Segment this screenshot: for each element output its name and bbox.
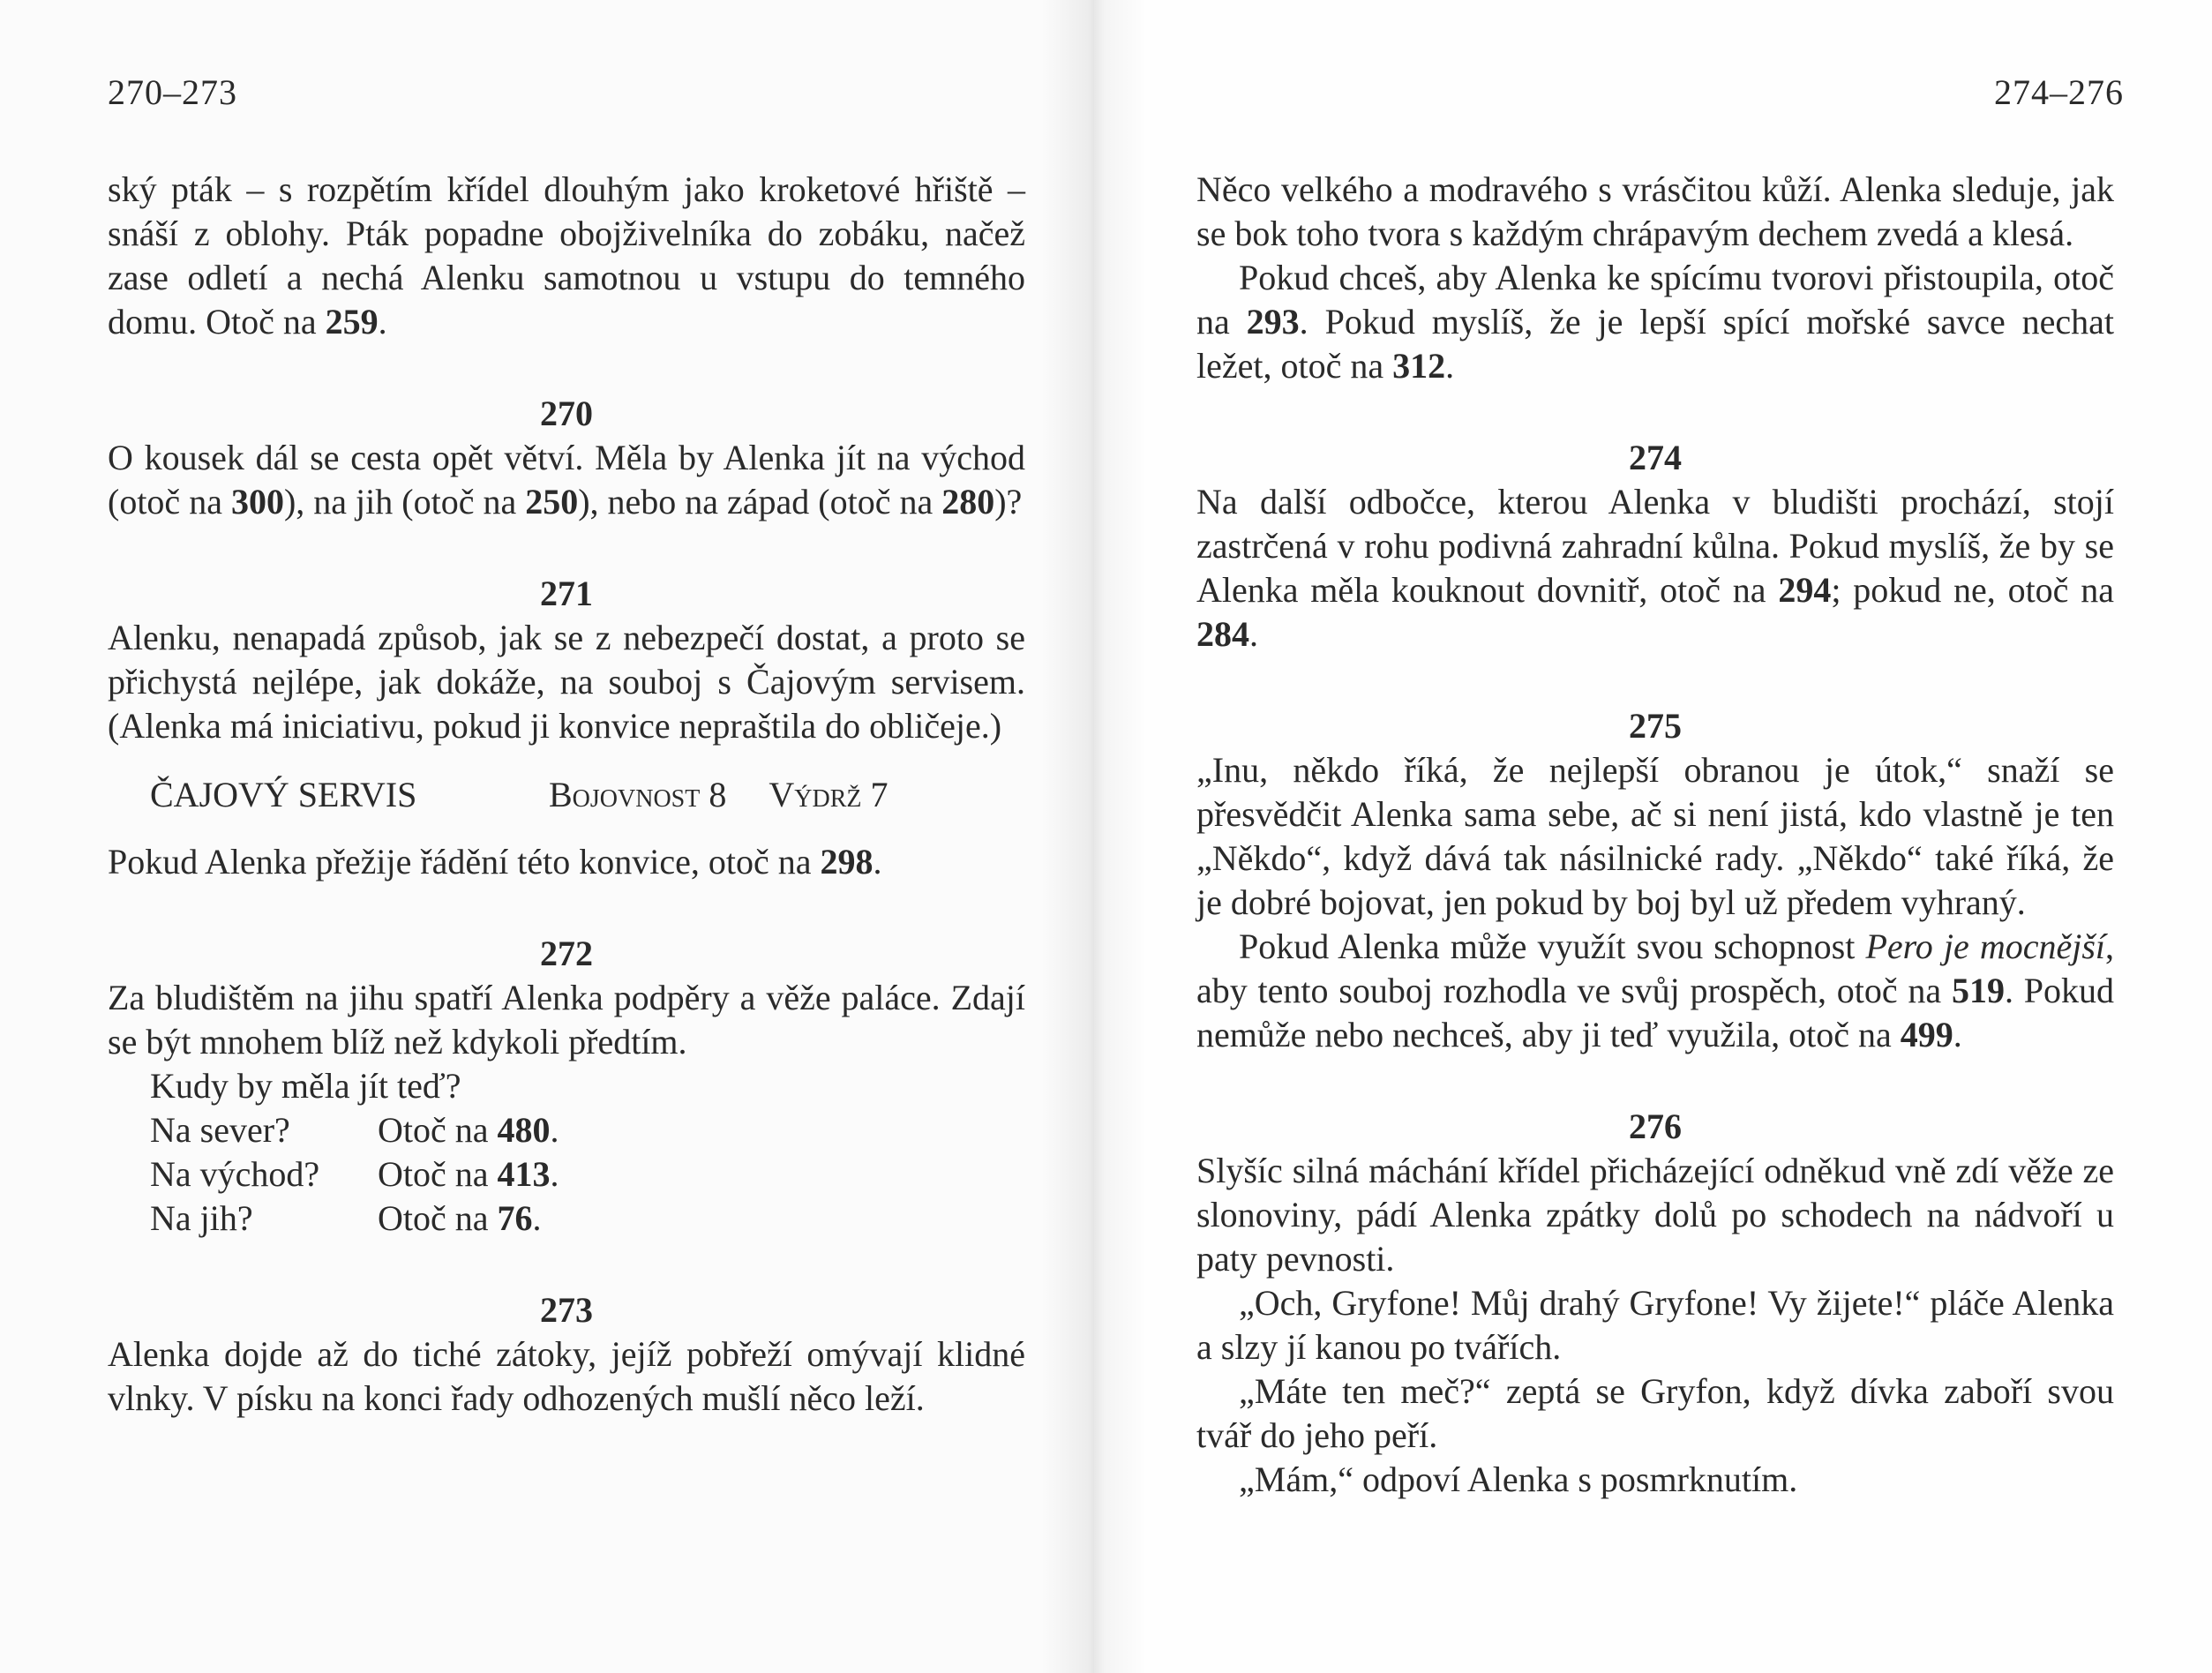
- left-page-content: [108, 168, 1025, 1421]
- section-reference: 480: [497, 1110, 551, 1150]
- section-number-270: 270: [540, 394, 593, 433]
- book-gutter: [1041, 0, 1147, 1673]
- ability-name: Pero je mocnější: [1865, 927, 2105, 966]
- choice-north: Na sever? Otoč na 480.: [150, 1110, 559, 1150]
- section-reference: 259: [325, 302, 379, 341]
- attack-value: 8: [709, 775, 727, 814]
- section-275-choice: Pokud Alenka může využít svou schopnost Pero je mocnější, aby tento souboj rozhodla ve svůj prospěch, otoč na 519. Pokud nemůže nebo nechceš, aby ji teď využila, otoč na 499.: [1196, 927, 2114, 1054]
- section-273-text: Alenka dojde až do tiché zátoky, jejíž pobřeží omývají klidné vlnky. V písku na konci řady odhozených mušlí něco leží.: [108, 1334, 1025, 1418]
- section-reference: 76: [497, 1198, 533, 1238]
- continuation-choice: Pokud chceš, aby Alenka ke spícímu tvorovi přistoupila, otoč na 293. Pokud myslíš, že je lepší spící mořské savce nechat ležet, otoč na 312.: [1196, 258, 2114, 386]
- continuation-paragraph: ský pták – s rozpětím křídel dlouhým jako kroketové hřiště – snáší z oblohy. Pták popadne obojživelníka do zobáku, načež zase odletí a nechá Alenku samotnou u vstupu do temného domu. Otoč na 259.: [108, 169, 1025, 341]
- enemy-name: ČAJOVÝ SERVIS: [150, 775, 417, 814]
- section-276-dialogue-3: „Mám,“ odpoví Alenka s posmrknutím.: [1239, 1459, 1798, 1499]
- section-271-text: Alenku, nenapadá způsob, jak se z nebezpečí dostat, a proto se přichystá nejlépe, jak dokáže, na souboj s Čajovým servisem. (Alenka má iniciativu, pokud ji konvice nepraštila do obličeje.): [108, 618, 1025, 746]
- section-reference: 293: [1246, 302, 1300, 341]
- section-number-276: 276: [1629, 1107, 1682, 1146]
- endurance-label: Výdrž: [769, 775, 862, 814]
- attack-label: Bojovnost: [549, 775, 701, 814]
- section-number-275: 275: [1629, 706, 1682, 746]
- section-reference: 300: [230, 482, 284, 521]
- section-276-dialogue-2: „Máte ten meč?“ zeptá se Gryfon, když dívka zaboří svou tvář do jeho peří.: [1196, 1371, 2114, 1455]
- section-reference: 413: [497, 1154, 551, 1194]
- section-reference: 298: [820, 842, 874, 882]
- section-number-274: 274: [1629, 438, 1682, 477]
- section-number-273: 273: [540, 1290, 593, 1330]
- section-reference: 519: [1951, 971, 2005, 1010]
- left-page: [0, 0, 1094, 1673]
- section-271-after: Pokud Alenka přežije řádění této konvice, otoč na 298.: [108, 842, 882, 882]
- section-276-text: Slyšíc silná máchání křídel přicházející odněkud vně zdí věže ze slonoviny, pádí Alenka zpátky dolů po schodech na nádvoří u paty pevnosti.: [1196, 1151, 2114, 1279]
- section-reference: 312: [1392, 346, 1446, 386]
- choices-question: Kudy by měla jít teď?: [150, 1066, 461, 1106]
- section-274-text: Na další odbočce, kterou Alenka v bludišti prochází, stojí zastrčená v rohu podivná zahradní kůlna. Pokud myslíš, že by se Alenka měla kouknout dovnitř, otoč na 294; pokud ne, otoč na 284.: [1196, 482, 2114, 654]
- section-276-dialogue-1: „Och, Gryfone! Můj drahý Gryfone! Vy žijete!“ pláče Alenka a slzy jí kanou po tvářích.: [1196, 1283, 2114, 1367]
- choice-east: Na východ? Otoč na 413.: [150, 1154, 559, 1194]
- choice-south: Na jih? Otoč na 76.: [150, 1198, 542, 1238]
- section-number-271: 271: [540, 574, 593, 613]
- section-reference: 250: [525, 482, 579, 521]
- endurance-value: 7: [870, 775, 889, 814]
- direction-choices: [150, 1064, 1025, 1241]
- section-275-text: „Inu, někdo říká, že nejlepší obranou je útok,“ snaží se přesvědčit Alenka sama sebe, ač si není jistá, kdo vlastně je ten „Někdo“, když dává tak násilnické rady. „Někdo“ také říká, že je dobré bojovat, jen pokud by boj byl už předem vyhraný.: [1196, 750, 2114, 922]
- section-reference: 280: [941, 482, 995, 521]
- section-270-text: O kousek dál se cesta opět větví. Měla by Alenka jít na východ (otoč na 300), na jih (otoč na 250), nebo na západ (otoč na 280)?: [108, 438, 1025, 521]
- right-page-content: [1196, 168, 2114, 1502]
- continuation-paragraph: Něco velkého a modravého s vrásčitou kůží. Alenka sleduje, jak se bok toho tvora s každým chrápavým dechem zvedá a klesá.: [1196, 169, 2114, 253]
- right-page-header: 274–276: [1994, 72, 2124, 112]
- section-272-text: Za bludištěm na jihu spatří Alenka podpěry a věže paláce. Zdají se být mnohem blíž než kdykoli předtím.: [108, 978, 1025, 1062]
- section-number-272: 272: [540, 934, 593, 973]
- left-page-header: 270–273: [108, 72, 237, 112]
- section-reference: 499: [1900, 1015, 1953, 1054]
- enemy-stat-block: [150, 773, 1025, 817]
- section-reference: 294: [1778, 570, 1832, 610]
- section-reference: 284: [1196, 614, 1249, 654]
- right-page: [1094, 0, 2212, 1673]
